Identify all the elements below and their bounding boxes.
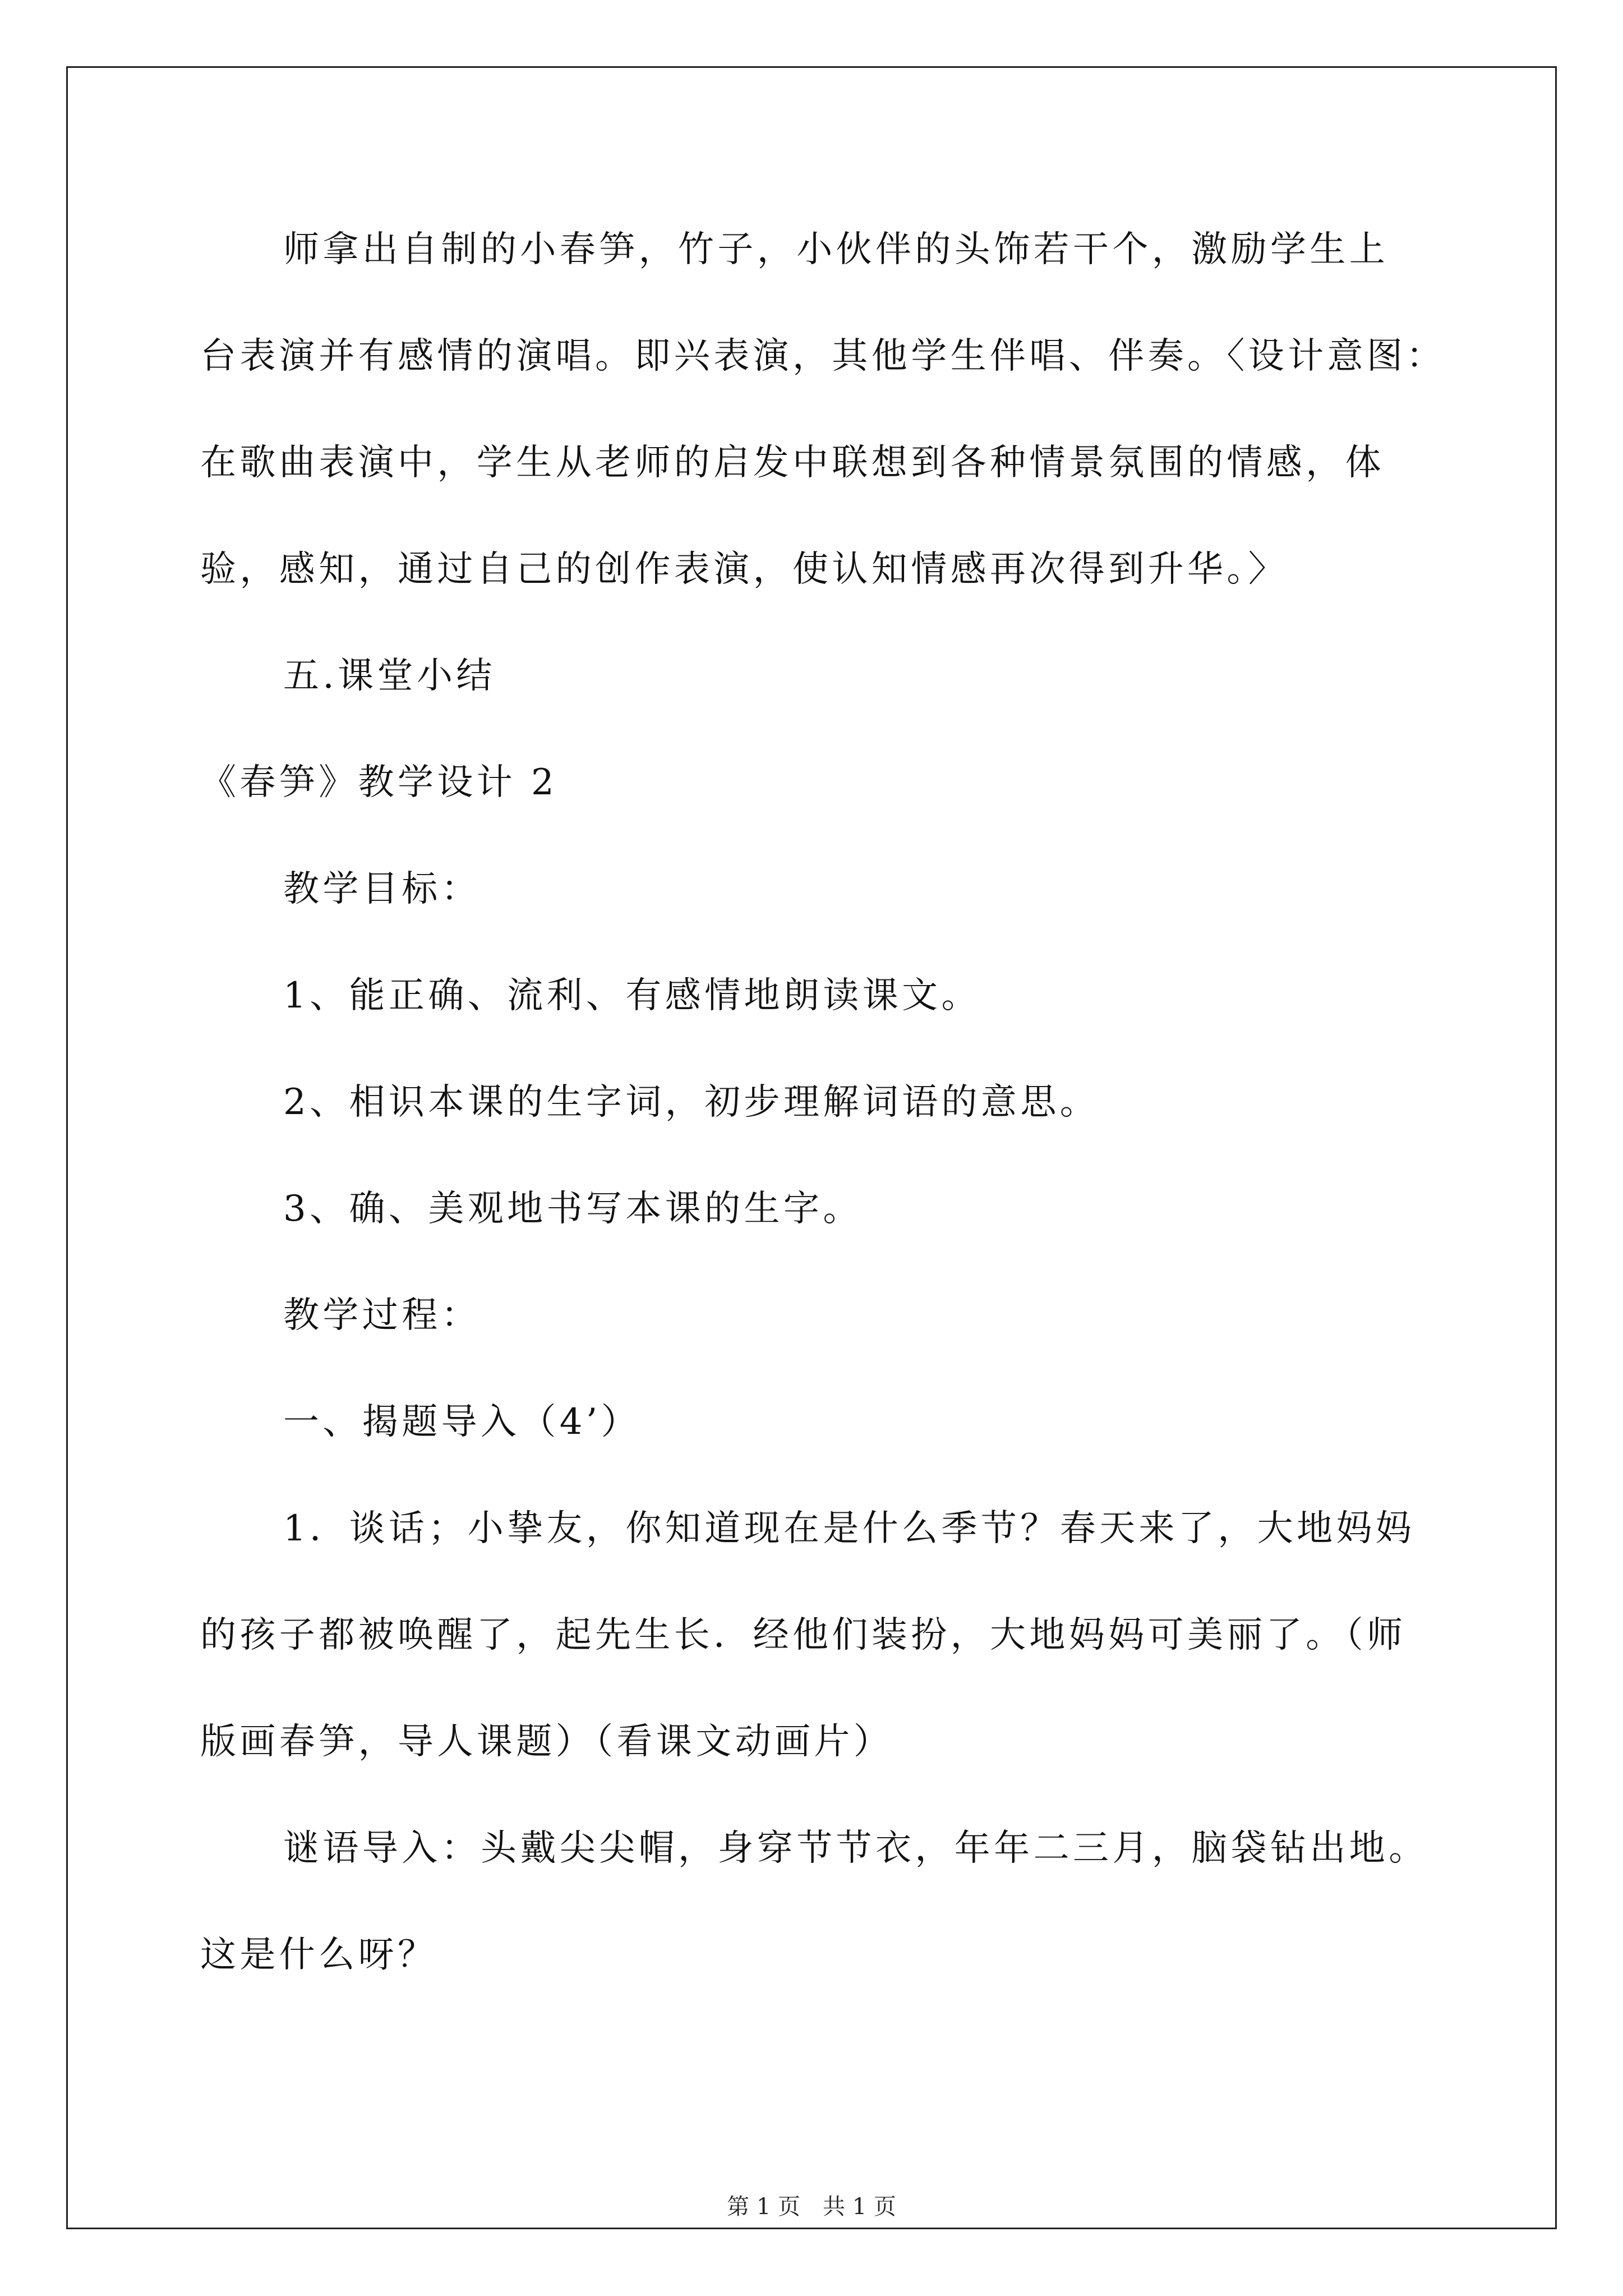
section-heading: 一、揭题导入（4’） bbox=[283, 1401, 641, 1443]
list-item: 1、能正确、流利、有感情地朗读课文。 bbox=[283, 975, 981, 1016]
page-footer: 第 1 页 共 1 页 bbox=[727, 2194, 896, 2220]
section-heading: 教学过程： bbox=[283, 1295, 481, 1336]
paragraph-line: 1．谈话；小挚友，你知道现在是什么季节？春天来了，大地妈妈 bbox=[283, 1508, 1415, 1549]
paragraph-line: 台表演并有感情的演唱。即兴表演，其他学生伴唱、伴奏。〈设计意图： bbox=[200, 335, 1446, 377]
page-border bbox=[66, 66, 1557, 2229]
section-heading: 五.课堂小结 bbox=[283, 655, 496, 697]
paragraph-line: 这是什么呀？ bbox=[200, 1934, 437, 1976]
paragraph-line: 谜语导入：头戴尖尖帽，身穿节节衣，年年二三月，脑袋钻出地。 bbox=[283, 1828, 1428, 1869]
paragraph-line: 的孩子都被唤醒了，起先生长．经他们装扮，大地妈妈可美丽了。（师 bbox=[200, 1614, 1407, 1656]
paragraph-line: 在歌曲表演中，学生从老师的启发中联想到各种情景氛围的情感，体 bbox=[200, 442, 1385, 484]
list-item: 2、相识本课的生字词，初步理解词语的意思。 bbox=[283, 1082, 1100, 1123]
list-item: 3、确、美观地书写本课的生字。 bbox=[283, 1188, 863, 1230]
paragraph-line: 版画春笋，导人课题）（看课文动画片） bbox=[200, 1721, 893, 1763]
section-heading: 教学目标： bbox=[283, 868, 481, 910]
paragraph-line: 师拿出自制的小春笋，竹子，小伙伴的头饰若干个，激励学生上 bbox=[283, 229, 1389, 270]
paragraph-line: 验，感知，通过自己的创作表演，使认知情感再次得到升华。〉 bbox=[200, 549, 1288, 590]
document-title: 《春笋》教学设计 2 bbox=[200, 762, 558, 803]
